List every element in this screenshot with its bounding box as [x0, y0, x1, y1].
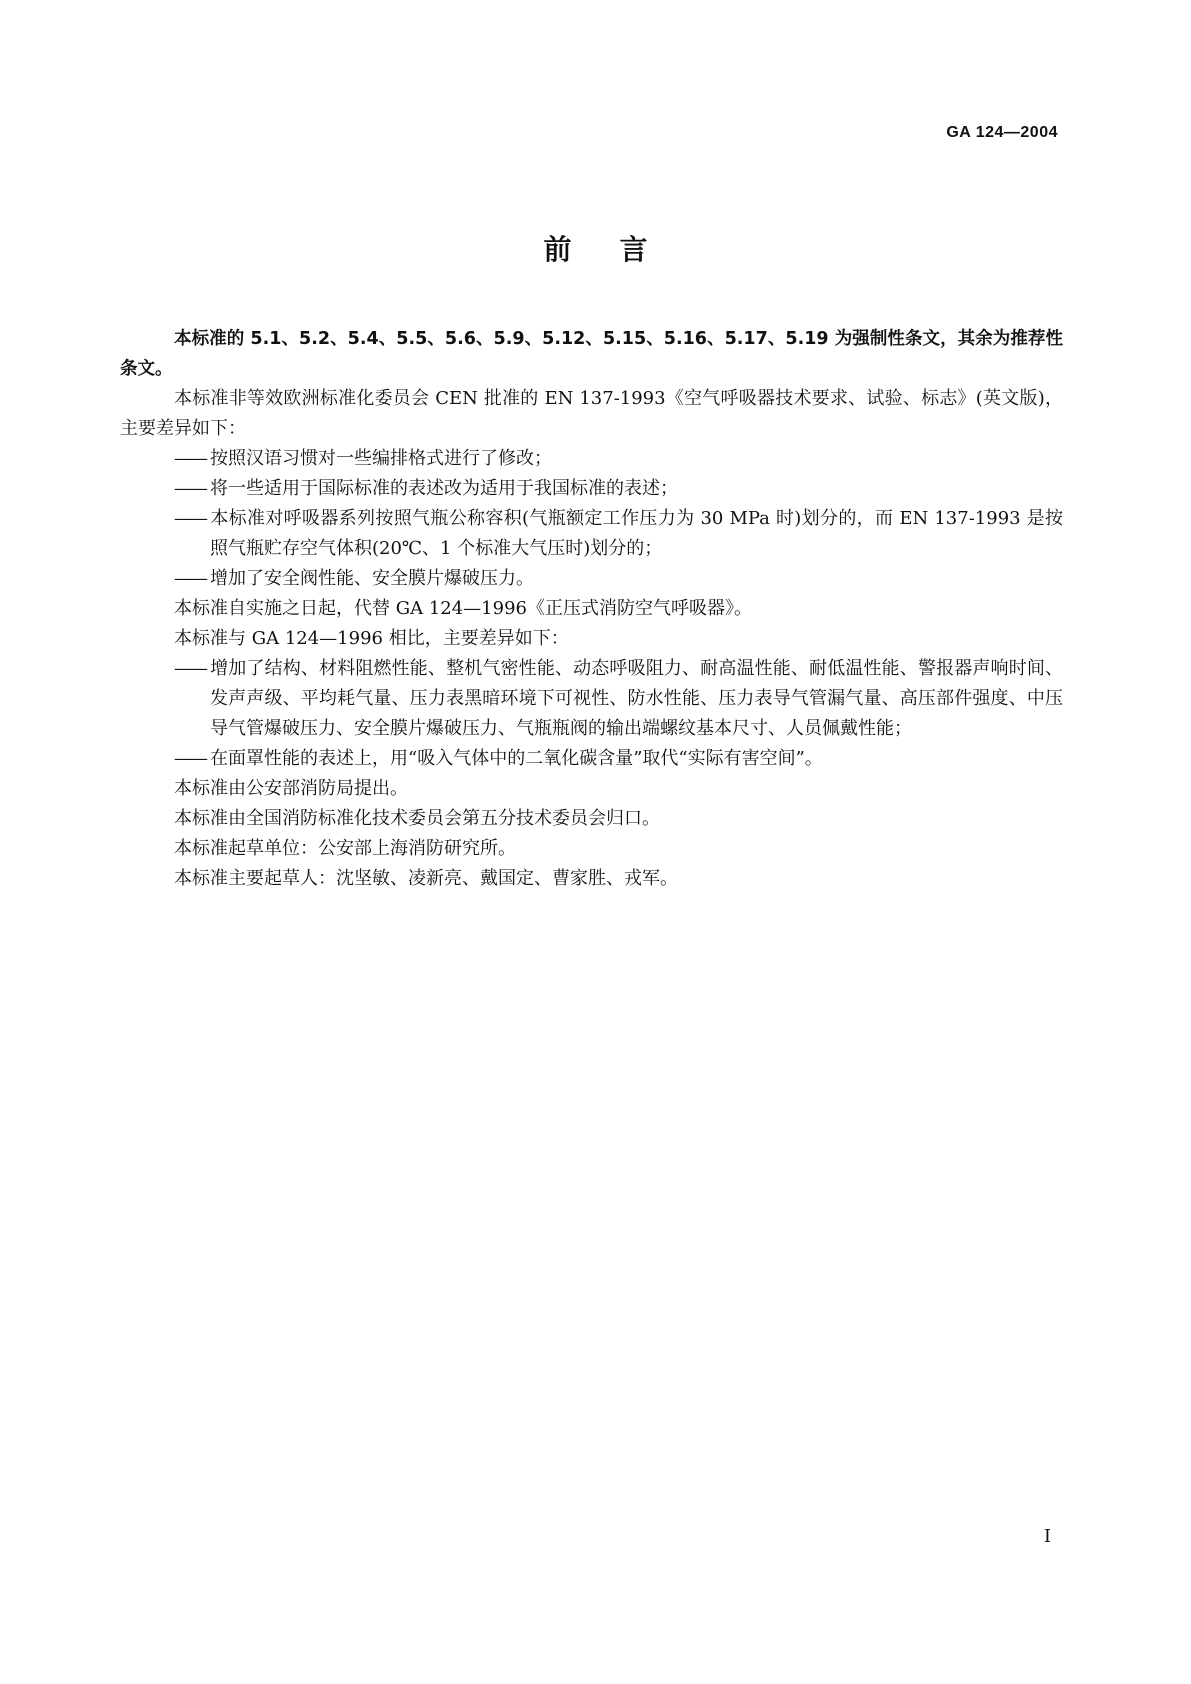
list-item — [120, 504, 1063, 564]
drafting-unit-paragraph: 本标准起草单位：公安部上海消防研究所。 — [174, 838, 516, 859]
comparison-paragraph: 本标准与 GA 124—1996 相比，主要差异如下： — [174, 628, 569, 649]
list-item-text: 本标准对呼吸器系列按照气瓶公称容积(气瓶额定工作压力为 30 MPa 时)划分的，而 EN 137-1993 是按照气瓶贮存空气体积(20℃、1 个标准大气压时)划分的； — [210, 508, 1063, 559]
dash-marker: —— — [174, 658, 206, 679]
list-item-text: 在面罩性能的表述上，用“吸入气体中的二氧化碳含量”取代“实际有害空间”。 — [210, 748, 823, 769]
list-item — [120, 744, 1063, 774]
equivalence-paragraph: 本标准非等效欧洲标准化委员会 CEN 批准的 EN 137-1993《空气呼吸器技术要求、试验、标志》(英文版)，主要差异如下： — [120, 388, 1063, 439]
proposer-paragraph: 本标准由公安部消防局提出。 — [174, 778, 408, 799]
document-code: GA 124—2004 — [946, 124, 1058, 141]
list-item — [120, 444, 1063, 474]
list-item-text: 按照汉语习惯对一些编排格式进行了修改； — [210, 448, 552, 469]
list-item-text: 增加了安全阀性能、安全膜片爆破压力。 — [210, 568, 534, 589]
list-item-text: 将一些适用于国际标准的表述改为适用于我国标准的表述； — [210, 478, 678, 499]
dash-marker: —— — [174, 448, 206, 469]
foreword-body — [120, 324, 1063, 894]
list-item — [120, 564, 1063, 594]
drafters-paragraph: 本标准主要起草人：沈坚敏、凌新亮、戴国定、曹家胜、戎军。 — [174, 868, 678, 889]
dash-marker: —— — [174, 508, 206, 529]
page-number: I — [1043, 1526, 1051, 1547]
mandatory-clauses-paragraph: 本标准的 5.1、5.2、5.4、5.5、5.6、5.9、5.12、5.15、5.16、5.17、5.19 为强制性条文，其余为推荐性条文。 — [120, 329, 1063, 379]
list-item-text: 增加了结构、材料阻燃性能、整机气密性能、动态呼吸阻力、耐高温性能、耐低温性能、警报器声响时间、发声声级、平均耗气量、压力表黑暗环境下可视性、防水性能、压力表导气管漏气量、高压部件强度、中压导气管爆破压力、安全膜片爆破压力、气瓶瓶阀的输出端螺纹基本尺寸、人员佩戴性能； — [210, 658, 1063, 739]
list-item — [120, 654, 1063, 744]
replacement-paragraph: 本标准自实施之日起，代替 GA 124—1996《正压式消防空气呼吸器》。 — [174, 598, 752, 619]
committee-paragraph: 本标准由全国消防标准化技术委员会第五分技术委员会归口。 — [174, 808, 660, 829]
list-item — [120, 474, 1063, 504]
page-title: 前言 — [543, 233, 696, 266]
dash-marker: —— — [174, 478, 206, 499]
dash-marker: —— — [174, 568, 206, 589]
dash-marker: —— — [174, 748, 206, 769]
